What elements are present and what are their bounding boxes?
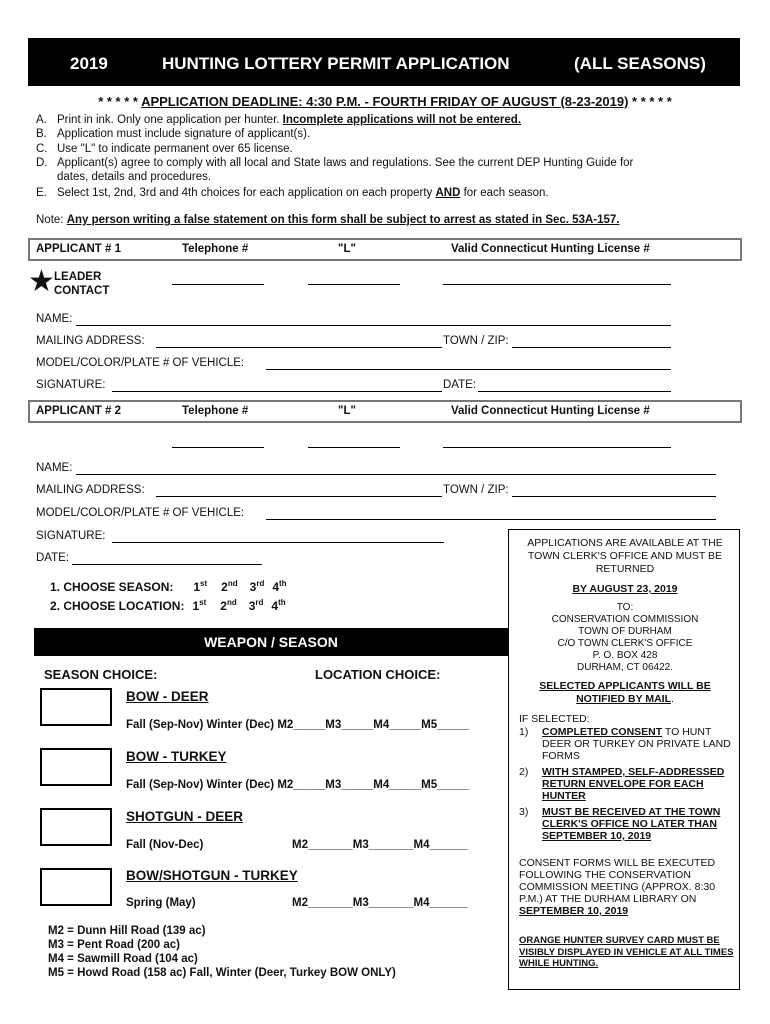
name-2-field[interactable] bbox=[76, 474, 716, 475]
bow-shotgun-turkey-choice-box[interactable] bbox=[40, 868, 112, 906]
by-date: BY AUGUST 23, 2019 bbox=[572, 583, 678, 595]
town-2-field[interactable] bbox=[512, 496, 716, 497]
vehicle-1-field[interactable] bbox=[266, 369, 671, 370]
deadline-text: APPLICATION DEADLINE: 4:30 P.M. - FOURTH FRIDAY OF AUGUST (8-23-2019) bbox=[141, 94, 629, 109]
mailing-1-label: MAILING ADDRESS: bbox=[36, 335, 145, 347]
l-1-field[interactable] bbox=[308, 284, 400, 285]
consent-date: SEPTEMBER 10, 2019 bbox=[519, 905, 629, 917]
location-m5: M5 = Howd Road (158 ac) Fall, Winter (Deer, Turkey BOW ONLY) bbox=[48, 967, 396, 979]
location-m3: M3 = Pent Road (200 ac) bbox=[48, 939, 180, 951]
instruction-b: B. Application must include signature of applicant(s). bbox=[36, 128, 311, 140]
date-2-field[interactable] bbox=[72, 564, 262, 565]
date-1-field[interactable] bbox=[478, 391, 671, 392]
note-text: Any person writing a false statement on this form shall be subject to arrest as stated in Sec. 53A-157. bbox=[66, 214, 620, 226]
telephone-1-field[interactable] bbox=[172, 284, 264, 285]
telephone-2-field[interactable] bbox=[172, 447, 264, 448]
title-bar bbox=[28, 38, 740, 86]
town-2-label: TOWN / ZIP: bbox=[443, 484, 509, 496]
applicant-2-header: APPLICANT # 2 Telephone # "L" Valid Connecticut Hunting License # bbox=[28, 400, 742, 423]
choose-location: 2. CHOOSE LOCATION: 1st 2nd 3rd 4th bbox=[50, 598, 286, 613]
instruction-d-cont: dates, details and procedures. bbox=[57, 171, 212, 183]
bow-deer-line: Fall (Sep-Nov) Winter (Dec) M2_____M3_____M4_____M5_____ bbox=[126, 719, 470, 731]
instruction-c: C. Use "L" to indicate permanent over 65 license. bbox=[36, 143, 293, 155]
shotgun-deer-choice-box[interactable] bbox=[40, 808, 112, 846]
bow-deer-title: BOW - DEER bbox=[126, 689, 209, 704]
town-1-label: TOWN / ZIP: bbox=[443, 335, 509, 347]
license-1-field[interactable] bbox=[443, 284, 671, 285]
season-choice-label: SEASON CHOICE: bbox=[44, 667, 158, 682]
shotgun-deer-season: Fall (Nov-Dec) bbox=[126, 839, 204, 851]
vehicle-2-field[interactable] bbox=[266, 519, 716, 520]
l-2-field[interactable] bbox=[308, 447, 400, 448]
instruction-e: E. Select 1st, 2nd, 3rd and 4th choices for each application on each property AND for each season. bbox=[36, 187, 549, 199]
signature-2-label: SIGNATURE: bbox=[36, 530, 106, 542]
bow-turkey-choice-box[interactable] bbox=[40, 748, 112, 786]
note: Note: Any person writing a false statement on this form shall be subject to arrest as stated in Sec. 53A-157. bbox=[36, 214, 620, 226]
applicant-1-header: APPLICANT # 1 Telephone # "L" Valid Connecticut Hunting License # bbox=[28, 238, 742, 261]
bow-deer-choice-box[interactable] bbox=[40, 688, 112, 726]
star-icon: ★ bbox=[28, 265, 55, 298]
name-1-field[interactable] bbox=[76, 325, 671, 326]
bow-turkey-line: Fall (Sep-Nov) Winter (Dec) M2_____M3_____M4_____M5_____ bbox=[126, 779, 470, 791]
orange-hunter-notice: ORANGE HUNTER SURVEY CARD MUST BE VISIBLY DISPLAYED IN VEHICLE AT ALL TIMES WHILE HUNTING. bbox=[519, 935, 734, 969]
mailing-2-label: MAILING ADDRESS: bbox=[36, 484, 145, 496]
signature-2-field[interactable] bbox=[112, 542, 444, 543]
submission-info-box: APPLICATIONS ARE AVAILABLE AT THE TOWN CLERK'S OFFICE AND MUST BE RETURNED BY AUGUST 23, 2019 TO: CONSERVATION COMMISSION TOWN OF DURHAM C/O TOWN CLERK'S OFFICE P. O. BOX 428 DURHAM, CT 06422. SELECTED APPLICANTS WILL BE NOTIFIED BY MAIL. IF SELECTED: 1) COMPLETED CONSENT TO HUNT DEER OR TURKEY ON PRIVATE LAND FORMS 2) WITH STAMPED, SELF-ADDRESSED RETURN ENVELOPE FOR EACH HUNTER 3) MUST BE RECEIVED AT THE TOWN CLERK'S OFFICE NO LATER THAN SEPTEMBER 10, 2019 CONSENT FORMS WILL BE EXECUTED FOLLOWING THE CONSERVATION COMMISSION MEETING (APPROX. 8:30 P.M.) AT THE DURHAM LIBRARY ON SEPTEMBER 10, 2019 ORANGE HUNTER SURVEY CARD MUST BE VISIBLY DISPLAYED IN VEHICLE AT ALL TIMES WHILE HUNTING. bbox=[508, 529, 740, 990]
instruction-d: D. Applicant(s) agree to comply with all local and State laws and regulations. See the current DEP Hunting Guide for bbox=[36, 157, 634, 169]
bow-shotgun-turkey-locations: M2_______M3_______M4______ bbox=[292, 897, 468, 909]
selected-notice-2: NOTIFIED BY MAIL. bbox=[576, 693, 674, 705]
mailing-2-field[interactable] bbox=[156, 496, 442, 497]
selected-item-1: COMPLETED CONSENT TO HUNT DEER OR TURKEY ON PRIVATE LAND FORMS bbox=[542, 726, 731, 762]
form-title: HUNTING LOTTERY PERMIT APPLICATION bbox=[162, 54, 510, 73]
form-seasons: (ALL SEASONS) bbox=[574, 54, 706, 73]
mailing-1-field[interactable] bbox=[156, 347, 442, 348]
shotgun-deer-locations: M2_______M3_______M4______ bbox=[292, 839, 468, 851]
bow-shotgun-turkey-title: BOW/SHOTGUN - TURKEY bbox=[126, 868, 298, 883]
name-2-label: NAME: bbox=[36, 462, 73, 474]
date-2-label: DATE: bbox=[36, 552, 70, 564]
selected-notice-1: SELECTED APPLICANTS WILL BE bbox=[539, 680, 711, 692]
bow-shotgun-turkey-season: Spring (May) bbox=[126, 897, 196, 909]
signature-1-field[interactable] bbox=[112, 391, 442, 392]
form-year: 2019 bbox=[70, 54, 108, 73]
selected-item-2: WITH STAMPED, SELF-ADDRESSED RETURN ENVELOPE FOR EACH HUNTER bbox=[542, 766, 725, 802]
bow-turkey-title: BOW - TURKEY bbox=[126, 749, 227, 764]
date-1-label: DATE: bbox=[443, 379, 477, 391]
choose-season: 1. CHOOSE SEASON: 1st 2nd 3rd 4th bbox=[50, 579, 287, 594]
town-1-field[interactable] bbox=[512, 347, 671, 348]
location-m2: M2 = Dunn Hill Road (139 ac) bbox=[48, 925, 206, 937]
shotgun-deer-title: SHOTGUN - DEER bbox=[126, 809, 244, 824]
signature-1-label: SIGNATURE: bbox=[36, 379, 106, 391]
name-1-label: NAME: bbox=[36, 313, 73, 325]
location-m4: M4 = Sawmill Road (104 ac) bbox=[48, 953, 198, 965]
deadline-line: * * * * * APPLICATION DEADLINE: 4:30 P.M. - FOURTH FRIDAY OF AUGUST (8-23-2019) * * * * * bbox=[98, 94, 672, 109]
instruction-a: A. Print in ink. Only one application per hunter. Incomplete applications will not be entered. bbox=[36, 114, 522, 126]
vehicle-2-label: MODEL/COLOR/PLATE # OF VEHICLE: bbox=[36, 507, 245, 519]
leader-contact-label: LEADER CONTACT bbox=[54, 271, 110, 297]
license-2-field[interactable] bbox=[443, 447, 671, 448]
selected-item-3: MUST BE RECEIVED AT THE TOWN CLERK'S OFFICE NO LATER THAN SEPTEMBER 10, 2019 bbox=[542, 806, 721, 842]
weapon-season-bar: WEAPON / SEASON bbox=[34, 628, 508, 656]
vehicle-1-label: MODEL/COLOR/PLATE # OF VEHICLE: bbox=[36, 357, 245, 369]
location-choice-label: LOCATION CHOICE: bbox=[315, 667, 441, 682]
